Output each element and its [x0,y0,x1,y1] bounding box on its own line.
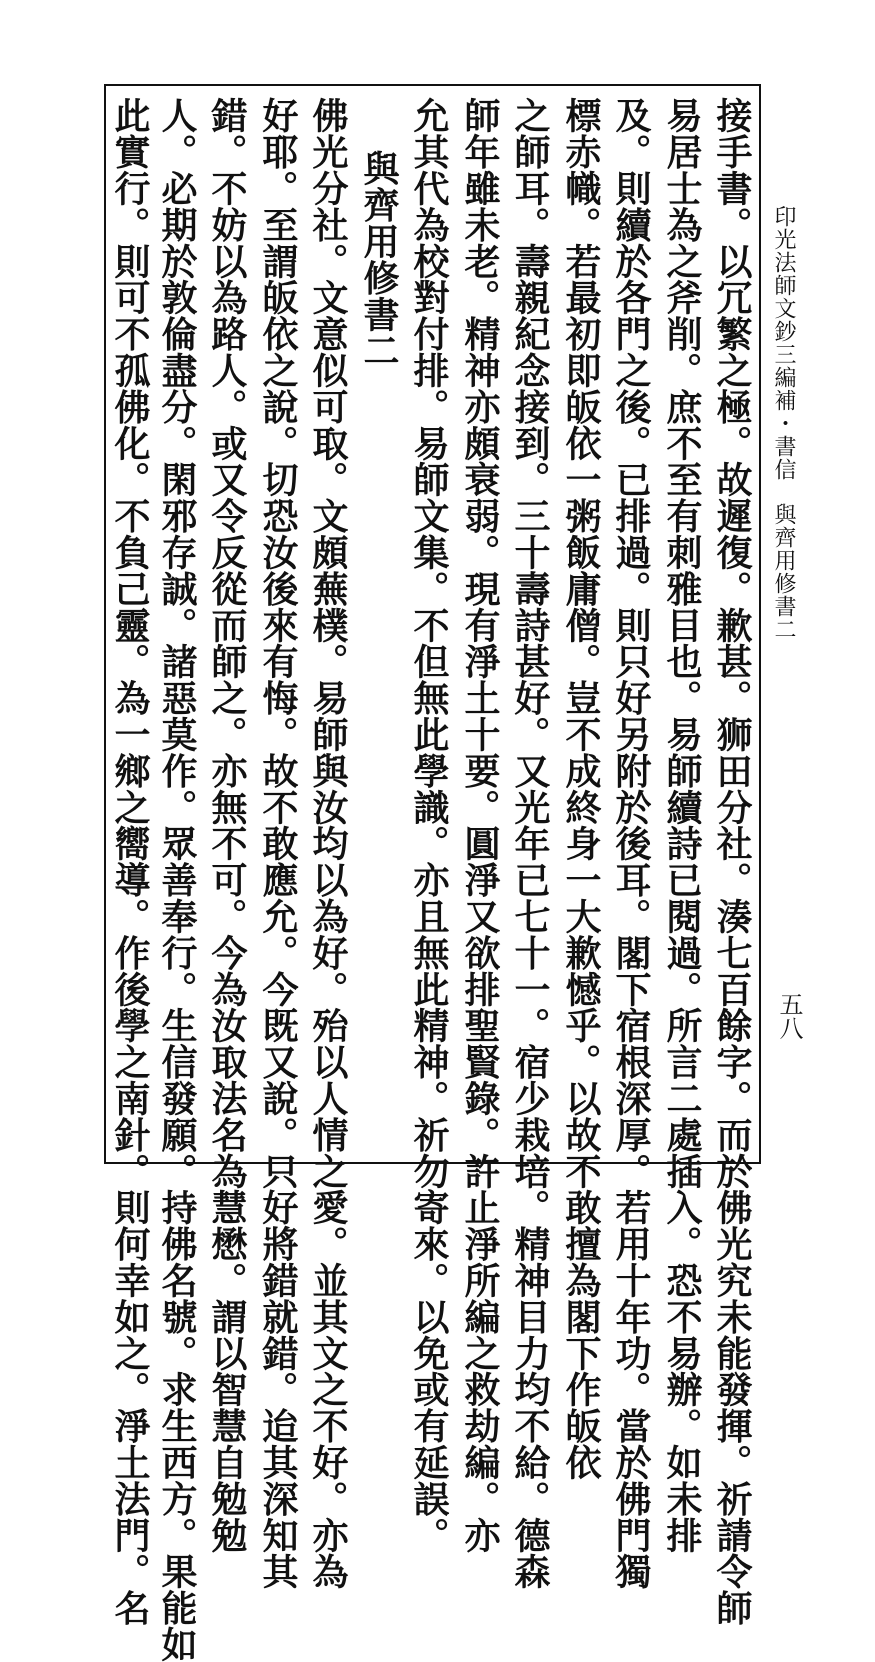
text-column-3: 及。則續於各門之後。已排過。則只好另附於後耳。閣下宿根深厚。若用十年功。當於佛門獨 [610,97,652,1590]
text-column-6: 師年雖未老。精神亦頗衰弱。現有淨土十要。圓淨又欲排聖賢錄。許止淨所編之救劫編。亦 [459,97,501,1553]
text-column-2: 易居士為之斧削。庶不至有刺雅目也。易師續詩已閱過。所言二處插入。恐不易辦。如未排 [661,97,703,1553]
text-column-1: 接手書。以冗繁之極。故遲復。歉甚。狮田分社。湊七百餘字。而於佛光究未能發揮。祈請令師 [711,97,753,1626]
text-column-9: 佛光分社。文意似可取。文頗蕪樸。易師與汝均以為好。殆以人情之愛。並其文之不好。亦為 [307,97,349,1590]
letter-title: 與齊用修書二 [358,150,400,369]
text-column-5: 之師耳。壽親紀念接到。三十壽詩甚好。又光年已七十一。宿少栽培。精神目力均不給。德森 [509,97,551,1590]
text-column-4: 標赤幟。若最初即皈依一粥飯庸僧。豈不成終身一大歉憾乎。以故不敢擅為閣下作皈依 [560,97,602,1481]
running-header [768,205,799,641]
text-column-12: 人。必期於敦倫盡分。閑邪存誠。諸惡莫作。眾善奉行。生信發願。持佛名號。求生西方。果能如 [156,97,198,1662]
text-column-13: 此實行。則可不孤佛化。不負己靈。為一鄉之嚮導。作後學之南針。則何幸如之。淨土法門。名 [109,97,151,1626]
page-number: 五八 [775,992,803,1040]
text-column-7: 允其代為校對付排。易師文集。不但無此學識。亦且無此精神。祈勿寄來。以免或有延誤。 [408,97,450,1553]
book-title: 印光法師文鈔三編補・書信 [771,205,796,481]
section-title: 與齊用修書二 [771,503,796,641]
text-column-10: 好耶。至謂皈依之說。切恐汝後來有悔。故不敢應允。今既又說。只好將錯就錯。迨其深知其 [257,97,299,1590]
text-column-11: 錯。不妨以為路人。或又令反從而師之。亦無不可。今為汝取法名為慧懋。謂以智慧自勉勉 [206,97,248,1553]
